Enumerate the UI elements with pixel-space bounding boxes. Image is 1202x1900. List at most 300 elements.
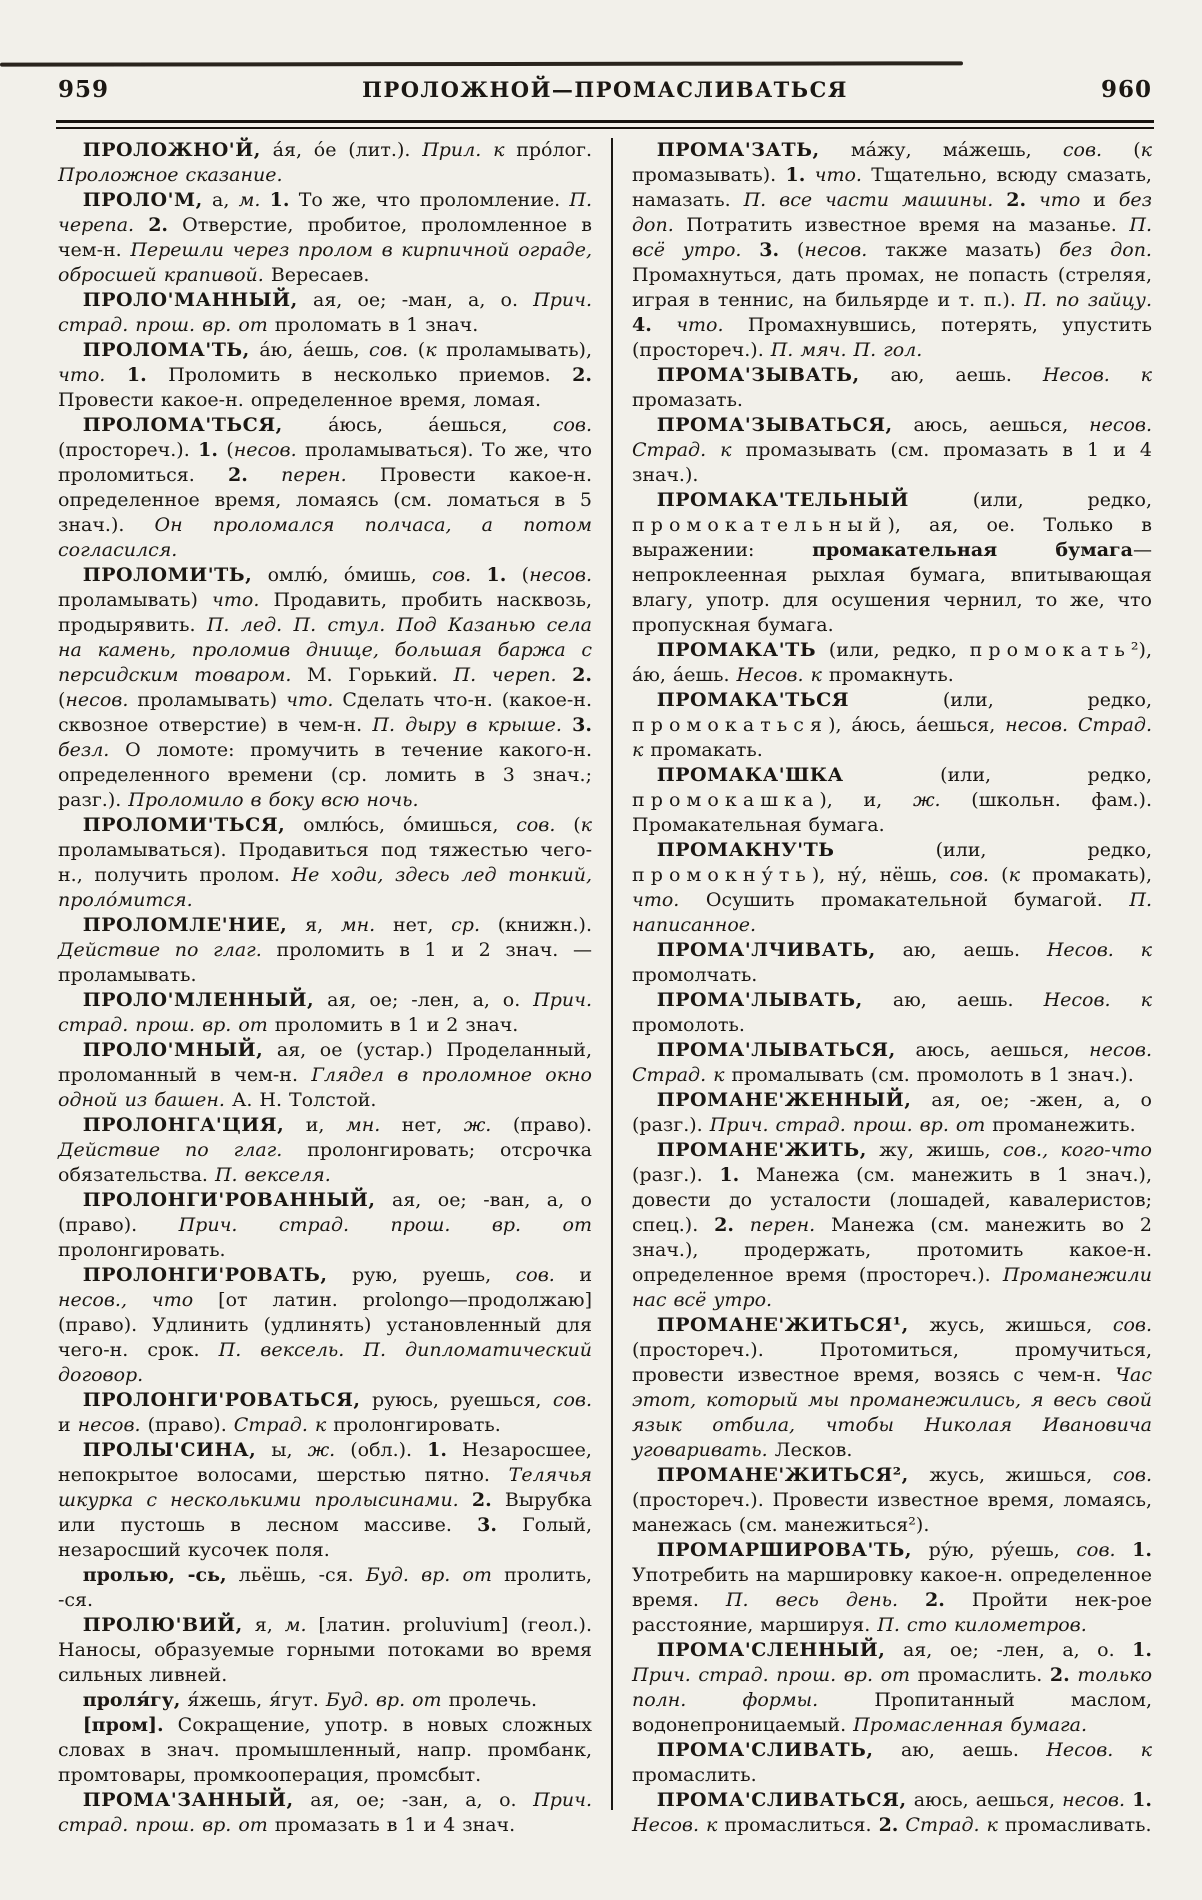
text: Продавить, пробить насквозь, продырявить.	[58, 589, 592, 636]
italic-text: Страд. к	[632, 714, 1153, 761]
dictionary-entry	[58, 1388, 592, 1438]
italic-text: Несов. к	[736, 664, 822, 686]
page-header	[58, 76, 1152, 103]
text: ), ая, ое. Только в выражении:	[632, 514, 1152, 561]
headword: ПРОЛОМИ'ТЬ,	[82, 564, 253, 586]
dictionary-entry	[58, 1788, 592, 1838]
dictionary-entry	[58, 1613, 592, 1688]
text: аю, аешь.	[859, 364, 1043, 386]
text: (книжн.).	[480, 914, 592, 936]
text: (или, редко,	[834, 839, 1152, 861]
text: проламывать)	[58, 589, 213, 611]
headword: ПРОМА'СЛИВАТЬ,	[656, 1739, 874, 1761]
italic-text: П. векселя.	[214, 1164, 331, 1186]
dictionary-entry	[632, 838, 1152, 938]
text: проламывать)	[128, 689, 287, 711]
italic-text: Несов. к	[1043, 989, 1153, 1011]
text	[652, 314, 676, 336]
text: промолоть.	[632, 1014, 745, 1036]
italic-text: сов.	[369, 339, 409, 361]
text: (	[1102, 139, 1141, 161]
headword: ПРОМА'ЛЫВАТЬ,	[656, 989, 863, 1011]
italic-text: перен.	[281, 464, 347, 486]
headword: ПРОМАНЕ'ЖИТЬСЯ¹,	[656, 1314, 909, 1336]
italic-text: несов.	[1005, 714, 1069, 736]
headword: ПРОЛО'МЛЕННЫЙ,	[82, 989, 315, 1011]
text: Промахнуться, дать промах, не попасть (стреляя, играя в теннис, на бильярде и т. п.).	[632, 264, 1152, 311]
text: жусь, жишься,	[908, 1464, 1113, 1486]
text: (или, редко,	[843, 764, 1152, 786]
bold-text: проля́гу,	[82, 1689, 181, 1711]
italic-text: П. дыру в крыше.	[372, 714, 562, 736]
text: Промахнувшись, потерять, упустить (простореч.).	[632, 314, 1152, 361]
text: аю, аешь.	[862, 989, 1044, 1011]
text: омлю́, о́мишь,	[252, 564, 433, 586]
bold-text: 3.	[759, 239, 780, 261]
italic-text: несов.	[1089, 1039, 1152, 1061]
dictionary-entry	[632, 413, 1152, 488]
italic-text: Прил. к	[422, 139, 505, 161]
bold-text: 1.	[126, 364, 147, 386]
text: (или, редко,	[849, 689, 1152, 711]
text: О ломоте: промучить в течение какого-н. определенного времени (ср. ломить в 3 знач.; разг.).	[58, 739, 592, 811]
text: Вересаев.	[263, 264, 370, 286]
text	[1068, 714, 1078, 736]
italic-text: безл.	[58, 739, 110, 761]
text: ая, ое; -ман, а, о.	[297, 289, 534, 311]
italic-text: сов.	[552, 1389, 592, 1411]
text: промалывать (см. промолоть в 1 знач.).	[724, 1064, 1134, 1086]
text: а́я, о́е (лит.).	[260, 139, 423, 161]
text: я,	[242, 1614, 285, 1636]
italic-text: м.	[284, 1614, 307, 1636]
headword: ПРОЛОМА'ТЬСЯ,	[82, 414, 283, 436]
text: (	[217, 439, 234, 461]
text: а́ю, а́ешь,	[249, 339, 370, 361]
text: (право).	[140, 1414, 234, 1436]
dictionary-entry	[58, 1438, 592, 1563]
dictionary-entry	[632, 138, 1152, 363]
bold-text: 1.	[1132, 1639, 1152, 1661]
italic-text: Несов. к	[632, 1814, 718, 1836]
dictionary-entry	[632, 488, 1152, 638]
text: проломать в 1 знач.	[267, 314, 479, 336]
text: промаслить.	[910, 1664, 1050, 1686]
text: промазать в 1 и 4 знач.	[267, 1814, 516, 1836]
text	[993, 189, 1006, 211]
italic-text: ж.	[912, 789, 941, 811]
text: ²), а́ю, а́ешь.	[632, 639, 1152, 686]
bold-text: 2.	[572, 364, 592, 386]
dictionary-entry	[58, 288, 592, 338]
text: Вырубка или пустошь в лесном массиве.	[58, 1489, 592, 1536]
italic-text: П. лед. П. стул. Под Казанью села на камень, проломив днище, большая баржа с персидским товаром.	[58, 614, 592, 686]
bold-text: 2.	[1006, 189, 1027, 211]
dictionary-entry	[58, 988, 592, 1038]
italic-text: только полн. формы.	[632, 1664, 1153, 1711]
dictionary-entry	[58, 1188, 592, 1263]
text: промазать.	[632, 389, 743, 411]
italic-text: Несов. к	[1046, 1739, 1153, 1761]
italic-text: Действие по глаг.	[58, 939, 262, 961]
text: также мазать)	[867, 239, 1060, 261]
text	[734, 1214, 750, 1236]
italic-text: к	[1140, 139, 1153, 161]
text: А. Н. Толстой.	[224, 1089, 377, 1111]
text: Манежа (см. манежить во 2 знач.), продержать, протомить какое-н. определенное время (простореч.).	[632, 1214, 1152, 1286]
italic-text: П. написанное.	[632, 889, 1152, 936]
text	[898, 1589, 925, 1611]
text: (	[506, 564, 530, 586]
text: Отверстие, пробитое, проломленное в чем-н.	[58, 214, 592, 261]
text: (	[58, 689, 66, 711]
italic-text: Несов. к	[1046, 939, 1153, 961]
text	[260, 189, 269, 211]
text: ма́жу, ма́жешь,	[819, 139, 1063, 161]
headword: ПРОМА'СЛИВАТЬСЯ,	[656, 1789, 907, 1811]
text: аюсь, аешься,	[892, 414, 1090, 436]
bold-text: 3.	[477, 1514, 497, 1536]
text: ая, ое; -зан, а, о.	[293, 1789, 534, 1811]
spaced-text: промокаться	[632, 714, 829, 736]
text: (право).	[491, 1114, 592, 1136]
italic-text: м.	[238, 189, 261, 211]
italic-text: сов.	[1062, 139, 1103, 161]
headword: ПРОМАКА'ШКА	[656, 764, 844, 786]
italic-text: Действие по глаг.	[58, 1139, 283, 1161]
bold-text: 2.	[878, 1814, 899, 1836]
dictionary-entry	[632, 1138, 1152, 1313]
italic-text: Промасленная бумага.	[853, 1714, 1088, 1736]
text: (	[988, 864, 1009, 886]
left-column	[58, 138, 592, 1900]
text	[248, 464, 281, 486]
text: про́лог.	[504, 139, 592, 161]
headword: ПРОМАНЕ'ЖЕННЫЙ,	[656, 1089, 912, 1111]
text: проламываться). То же, что проломиться.	[58, 439, 593, 486]
italic-text: Не ходи, здесь лед тонкий, проло́мится.	[58, 864, 592, 911]
text: Провести какое-н. определенное время, ломаясь (см. ломаться в 5 знач.).	[58, 464, 593, 536]
bold-text: 2.	[471, 1489, 492, 1511]
text: Сокращение, употр. в новых сложных словах в знач. промышленный, напр. промбанк, промтовары, промкооперация, промсбыт.	[58, 1714, 592, 1786]
headword: ПРОМА'ЛЫВАТЬСЯ,	[656, 1039, 896, 1061]
bold-text: пролью, -сь,	[82, 1564, 227, 1586]
italic-text: сов.	[949, 864, 989, 886]
headword: ПРОЛО'МНЫЙ,	[82, 1039, 264, 1061]
headword: ПРОЛОНГИ'РОВАТЬСЯ,	[82, 1389, 361, 1411]
text: я,	[287, 914, 341, 936]
text: (разг.).	[632, 1164, 720, 1186]
dictionary-entry	[58, 813, 592, 913]
italic-text: Час этот, который мы проманежились, я весь свой язык отбила, чтобы Николая Ивановича уговаривать.	[632, 1364, 1152, 1461]
italic-text: сов.	[552, 414, 592, 436]
bold-text: 3.	[572, 714, 592, 736]
text: (или, редко,	[908, 489, 1152, 511]
italic-text: Страд. к	[905, 1814, 998, 1836]
italic-text: П. сто километров.	[877, 1614, 1087, 1636]
italic-text: Буд. вр. от	[325, 1689, 442, 1711]
text: (	[555, 814, 581, 836]
italic-text: П. вексель. П. дипломатический договор.	[58, 1339, 592, 1386]
italic-text: несов.	[77, 1414, 141, 1436]
dictionary-entry	[632, 988, 1152, 1038]
italic-text: без доп.	[1059, 239, 1152, 261]
dictionary-entry	[632, 1088, 1152, 1138]
text: промасливать.	[997, 1814, 1152, 1836]
italic-text: ж.	[463, 1114, 492, 1136]
italic-text: Он проломался полчаса, а потом согласился.	[58, 514, 592, 561]
italic-text: Буд. вр. от	[365, 1564, 492, 1586]
text: ру́ю, ру́ешь,	[912, 1539, 1077, 1561]
page-number-left: 959	[58, 76, 110, 103]
text: ), и,	[819, 789, 913, 811]
headword: ПРОМАКНУ'ТЬ	[656, 839, 835, 861]
italic-text: несов.	[1062, 1789, 1126, 1811]
headword: ПРОМАНЕ'ЖИТЬ,	[656, 1139, 867, 1161]
italic-text: П. все части машины.	[743, 189, 994, 211]
bold-text: [пром].	[82, 1714, 164, 1736]
italic-text: к	[425, 339, 437, 361]
headword: ПРОЛОМА'ТЬ,	[82, 339, 250, 361]
headword: ПРОМАКА'ТЬСЯ	[656, 689, 850, 711]
italic-text: несов.	[65, 689, 129, 711]
spaced-text: промокательный	[632, 514, 888, 536]
italic-text: сов.	[1076, 1539, 1116, 1561]
italic-text: к	[580, 814, 592, 836]
headword: ПРОМА'ЗЫВАТЬ,	[656, 364, 860, 386]
dictionary-entry	[632, 638, 1152, 688]
text: жу, жишь,	[866, 1139, 1003, 1161]
italic-text: Несов. к	[1042, 364, 1153, 386]
italic-text: Прич. страд. прош. вр. от	[58, 1789, 592, 1836]
bold-text: 1.	[198, 439, 218, 461]
italic-text: несов.	[233, 439, 297, 461]
text: руюсь, руешься,	[360, 1389, 553, 1411]
page-number-right: 960	[1100, 76, 1152, 103]
text: М. Горький.	[291, 664, 454, 686]
text: (или, редко,	[816, 639, 970, 661]
bold-text: 2.	[1049, 1664, 1070, 1686]
bold-text: 2.	[228, 464, 248, 486]
text: аю, аешь.	[873, 1739, 1047, 1761]
text: (школьн. фам.). Промакательная бумага.	[632, 789, 1152, 836]
text	[134, 214, 148, 236]
text: льёшь, -ся.	[226, 1564, 366, 1586]
bold-text: 1.	[269, 189, 290, 211]
text: Лесков.	[767, 1439, 853, 1461]
bold-text: 1.	[427, 1439, 447, 1461]
bold-text: 1.	[486, 564, 507, 586]
italic-text: сов.	[432, 564, 472, 586]
text: ая, ое; -ван, а, о (право).	[58, 1189, 592, 1236]
text	[557, 664, 573, 686]
bold-text: 2.	[572, 664, 592, 686]
italic-text: П. весь день.	[725, 1589, 899, 1611]
italic-text: к	[1008, 864, 1020, 886]
italic-text: несов.	[529, 564, 592, 586]
italic-text: несов.	[804, 239, 868, 261]
text: ая, ое; -жен, а, о (разг.).	[632, 1089, 1152, 1136]
text: Пройти нек-рое расстояние, маршируя.	[632, 1589, 1152, 1636]
text: Манежа (см. манежить в 1 знач.), довести до усталости (лошадей, кавалеристов; спец.).	[632, 1164, 1153, 1236]
italic-text: П. череп.	[453, 664, 557, 686]
text: Осушить промакательной бумагой.	[679, 889, 1130, 911]
dictionary-entry	[632, 1738, 1152, 1788]
italic-text: Прич. страд. прош. вр. от	[58, 989, 592, 1036]
text: Пропитанный маслом, водонепроницаемый.	[632, 1689, 1152, 1736]
text: ), а́юсь, а́ешься,	[828, 714, 1006, 736]
text: и	[58, 1414, 78, 1436]
italic-text: несов.	[1089, 414, 1152, 436]
italic-text: Перешли через пролом в кирпичной ограде, обросшей крапивой.	[58, 239, 592, 286]
italic-text: сов.	[515, 1264, 555, 1286]
text: промаслиться.	[717, 1814, 879, 1836]
text: промаслить.	[632, 1764, 757, 1786]
text: и	[1080, 189, 1119, 211]
italic-text: что.	[286, 689, 334, 711]
text: Провести какое-н. определенное время, ломая.	[58, 389, 542, 411]
text: (	[779, 239, 805, 261]
italic-text: П. всё утро.	[632, 214, 1152, 261]
dictionary-entry	[58, 563, 592, 813]
dictionary-entry	[58, 1688, 592, 1713]
dictionary-entry	[632, 1638, 1152, 1738]
headword: ПРОМА'ЛЧИВАТЬ,	[656, 939, 876, 961]
italic-text: П. черепа.	[58, 189, 592, 236]
column-divider-rule	[611, 138, 613, 1810]
text: и,	[284, 1114, 346, 1136]
text: ), ну́, нёшь,	[811, 864, 950, 886]
italic-text: мн.	[345, 1114, 381, 1136]
italic-text: несов., что	[58, 1289, 194, 1311]
bold-text: 1.	[719, 1164, 740, 1186]
text: промакнуть.	[821, 664, 954, 686]
dictionary-entry	[632, 1538, 1152, 1638]
text: аюсь, аешься,	[906, 1789, 1063, 1811]
text: пролонгировать.	[326, 1414, 501, 1436]
text: промолчать.	[632, 964, 758, 986]
spaced-text: промокашка	[632, 789, 820, 811]
text: —непроклеенная рыхлая бумага, впитывающая влагу, употр. для осушения чернил, то же, что пропускная бумага.	[632, 539, 1152, 636]
dictionary-entry	[632, 1038, 1152, 1088]
text: аю, аешь.	[875, 939, 1047, 961]
dictionary-entry	[58, 1113, 592, 1188]
dictionary-entry	[58, 1713, 592, 1788]
text: нет,	[380, 1114, 464, 1136]
dictionary-entry	[58, 1038, 592, 1113]
right-column	[632, 138, 1152, 1900]
text: ая, ое (устар.) Проделанный, проломанный в чем-н.	[58, 1039, 592, 1086]
text: промакать),	[1019, 864, 1153, 886]
text: Тщательно, всюду смазать, намазать.	[632, 164, 1152, 211]
italic-text: без доп.	[632, 189, 1152, 236]
italic-text: что	[1038, 189, 1081, 211]
text: проломить в 1 и 2 знач.	[267, 1014, 519, 1036]
italic-text: ж.	[307, 1439, 336, 1461]
dictionary-entry	[58, 138, 592, 188]
italic-text: Проломило в боку всю ночь.	[128, 789, 419, 811]
text: (	[408, 339, 426, 361]
headword: ПРОЛОНГА'ЦИЯ,	[82, 1114, 285, 1136]
bold-text: промакательная бумага	[812, 539, 1133, 561]
text: пролить, -ся.	[58, 1564, 592, 1611]
italic-text: Проманежили нас всё утро.	[632, 1264, 1152, 1311]
bold-text: 1.	[785, 164, 806, 186]
spaced-text: промокну́ть	[632, 864, 812, 886]
bold-text: 1.	[1132, 1539, 1152, 1561]
text: Потратить известное время на мазанье.	[673, 214, 1130, 236]
headword: ПРОМАРШИРОВА'ТЬ,	[656, 1539, 913, 1561]
italic-text: Прич. страд. прош. вр. от	[58, 289, 592, 336]
italic-text: Телячья шкурка с несколькими пролысинами.	[58, 1464, 592, 1511]
bold-text: 4.	[632, 314, 652, 336]
italic-text: сов.	[1112, 1314, 1152, 1336]
text: аюсь, аешься,	[895, 1039, 1090, 1061]
bold-text: 2.	[148, 214, 169, 236]
italic-text: что.	[58, 364, 106, 386]
dictionary-entry	[632, 363, 1152, 413]
dictionary-entry	[632, 763, 1152, 838]
text: проманежить.	[985, 1114, 1136, 1136]
spaced-text: промокать	[969, 639, 1131, 661]
text: омлю́сь, о́мишься,	[285, 814, 517, 836]
text: проламываться). Продавиться под тяжестью чего-н., получить пролом.	[58, 839, 592, 886]
dictionary-entry	[58, 1263, 592, 1388]
text: Сделать что-н. (какое-н. сквозное отверстие) в чем-н.	[58, 689, 592, 736]
headword: ПРОМА'ЗЫВАТЬСЯ,	[656, 414, 893, 436]
text: ая, ое; -лен, а, о.	[885, 1639, 1133, 1661]
headword: ПРОЛОМЛЕ'НИЕ,	[82, 914, 288, 936]
text: пролечь.	[441, 1689, 538, 1711]
text: нет,	[375, 914, 452, 936]
italic-text: что.	[676, 314, 724, 336]
text: [от латин. prolongo—продолжаю] (право). Удлинить (удлинять) установленный для чего-н. срок.	[58, 1289, 592, 1361]
headword: ПРОЛОНГИ'РОВАТЬ,	[82, 1264, 328, 1286]
text: а́юсь, а́ешься,	[282, 414, 553, 436]
headword: ПРОЛЫ'СИНА,	[82, 1439, 257, 1461]
headword: ПРОЛОЖНО'Й,	[82, 139, 261, 161]
italic-text: что.	[632, 889, 680, 911]
text: Незаросшее, непокрытое волосами, шерстью пятно.	[58, 1439, 592, 1486]
italic-text: сов., кого-что	[1002, 1139, 1152, 1161]
italic-text: что.	[212, 589, 260, 611]
text: ы,	[256, 1439, 308, 1461]
italic-text: перен.	[749, 1214, 816, 1236]
dictionary-entry	[632, 1463, 1152, 1538]
headword: ПРОЛО'М,	[82, 189, 203, 211]
headword: ПРОМАКА'ТЕЛЬНЫЙ	[656, 489, 909, 511]
dictionary-entry	[58, 413, 592, 563]
scan-artifact-line	[0, 61, 963, 66]
text: промазывать).	[632, 164, 786, 186]
text: рую, руешь,	[327, 1264, 516, 1286]
headword: ПРОМАНЕ'ЖИТЬСЯ²,	[656, 1464, 909, 1486]
dictionary-entry	[58, 338, 592, 413]
text	[562, 714, 572, 736]
text: (простореч.). Протомиться, промучиться, провести известное время, возясь с чем-н.	[632, 1339, 1152, 1386]
dictionary-entry	[632, 1788, 1152, 1838]
text	[105, 364, 127, 386]
italic-text: Прич. страд. прош. вр. от	[709, 1114, 986, 1136]
text	[459, 1489, 472, 1511]
text	[1026, 189, 1039, 211]
header-double-rule	[56, 120, 1154, 129]
text	[471, 564, 486, 586]
text: промакать.	[643, 739, 763, 761]
headword: ПРОЛОМИ'ТЬСЯ,	[82, 814, 286, 836]
italic-text: Проложное сказание.	[58, 164, 283, 186]
text: пролонгировать.	[58, 1239, 226, 1261]
